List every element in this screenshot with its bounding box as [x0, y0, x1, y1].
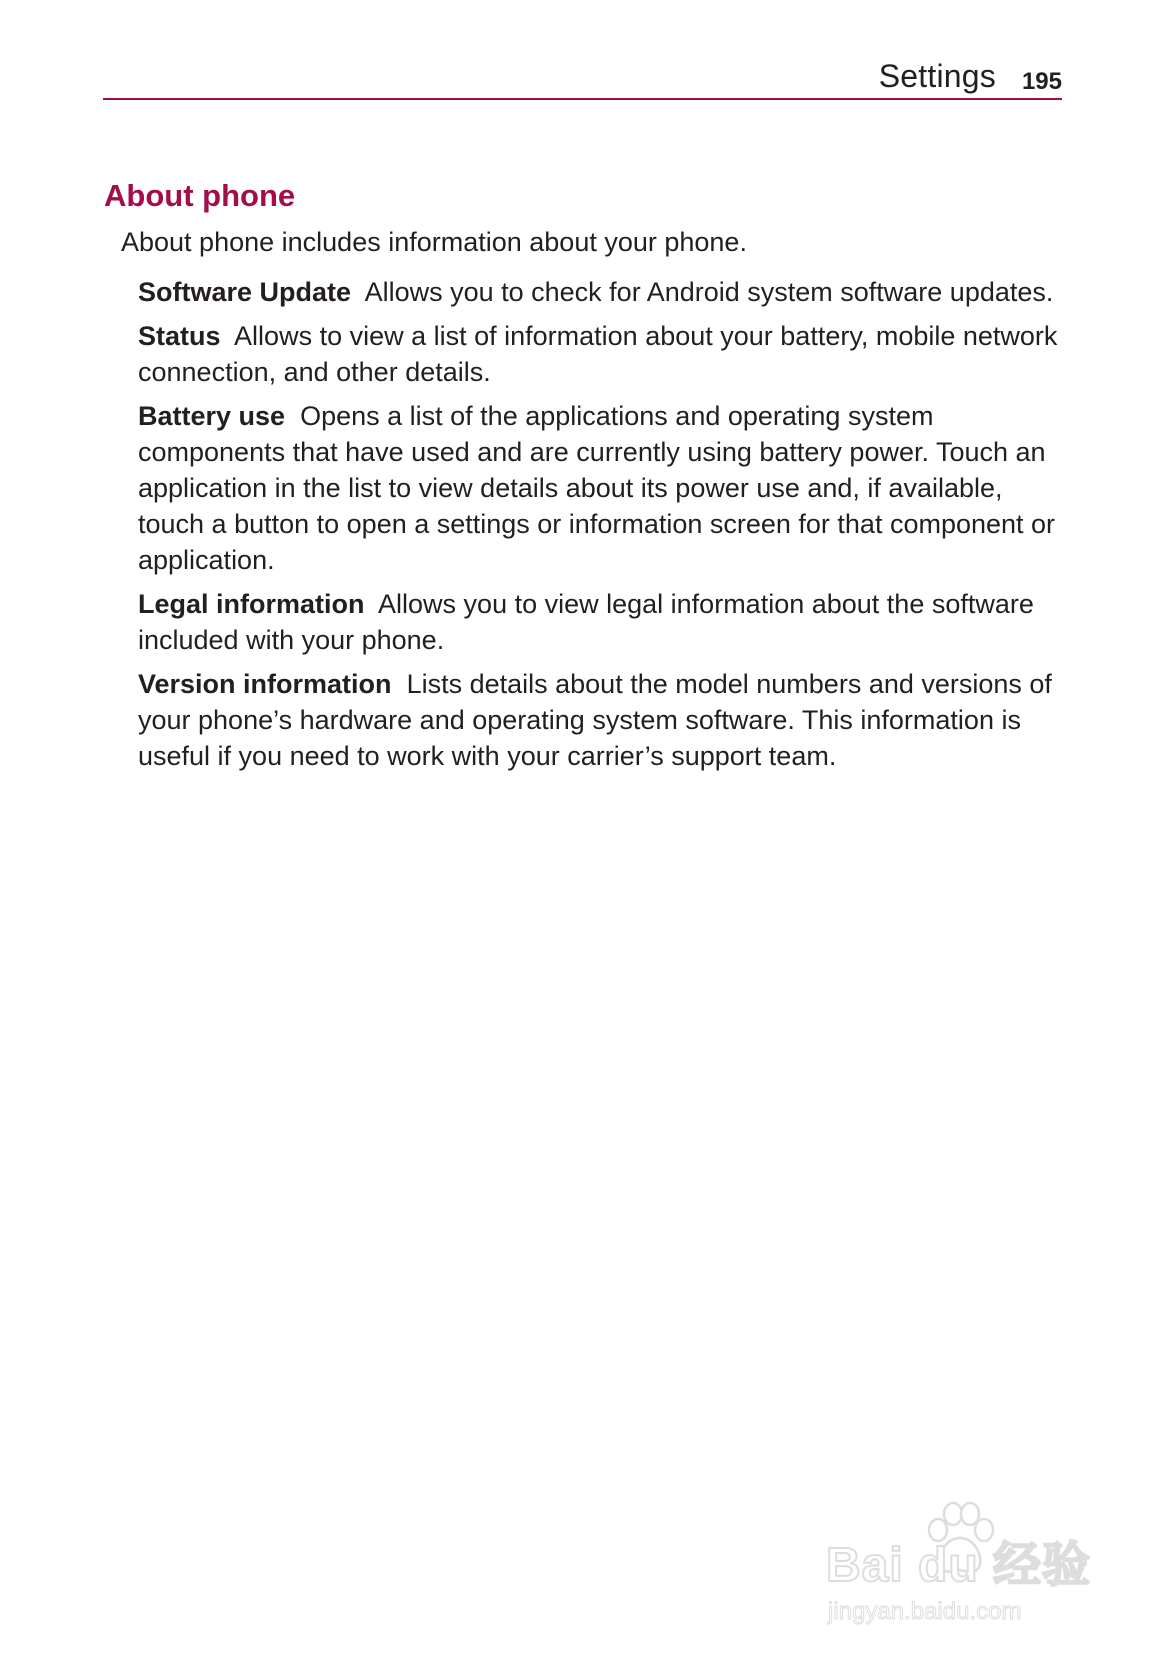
watermark-url: jingyan.baidu.com	[828, 1598, 1022, 1625]
item-description: Allows you to check for Android system software updates.	[364, 277, 1054, 307]
section-title: About phone	[104, 178, 296, 213]
item-description: Lists details about the model numbers and versions of your phone’s hardware and operating system software. This information is useful if you need to work with your carrier’s support team.	[138, 669, 1052, 771]
list-item-battery-use	[138, 398, 1073, 578]
list-item-legal-information	[138, 586, 1073, 658]
running-header-title: Settings	[878, 58, 996, 94]
header-divider	[103, 98, 1062, 100]
item-term: Legal information	[138, 589, 365, 619]
list-item-status	[138, 318, 1073, 390]
item-term: Status	[138, 321, 221, 351]
item-description: Opens a list of the applications and operating system components that have used and are currently using battery power. Touch an application in the list to view details about its power use and, if available, touch a button to open a settings or information screen for that component or application.	[138, 401, 1056, 575]
section-intro: About phone includes information about your phone.	[121, 227, 747, 257]
list-item-software-update	[138, 274, 1073, 310]
item-term: Software Update	[138, 277, 352, 307]
main-content	[104, 178, 1064, 782]
definition-list	[138, 274, 1073, 774]
page-number: 195	[1021, 68, 1062, 95]
baidu-jingyan-watermark	[822, 1500, 1092, 1630]
watermark-logo-text: Bai du 经验	[826, 1539, 1092, 1592]
item-term: Battery use	[138, 401, 286, 431]
item-description: Allows to view a list of information about your battery, mobile network connection, and other details.	[138, 321, 1058, 387]
page-header	[103, 52, 1062, 102]
item-description: Allows you to view legal information about the software included with your phone.	[138, 589, 1034, 655]
item-term: Version information	[138, 669, 392, 699]
list-item-version-information	[138, 666, 1073, 774]
